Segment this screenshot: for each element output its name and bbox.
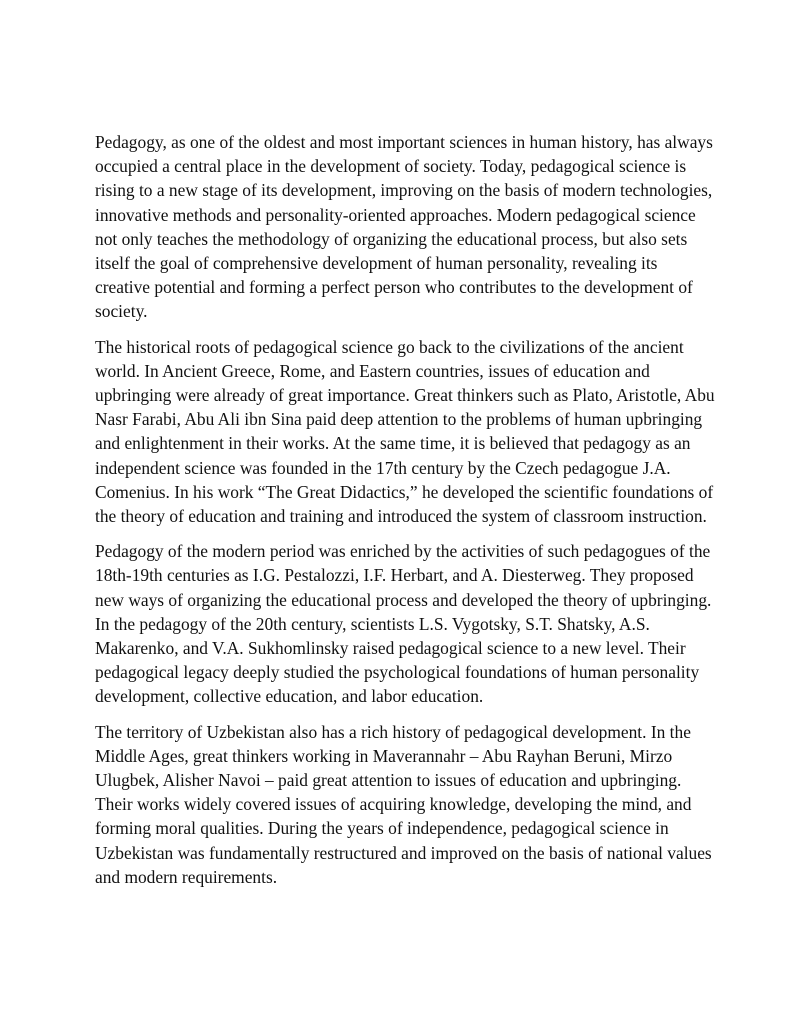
paragraph-modern-period: Pedagogy of the modern period was enriched by the activities of such pedagogues of the 18th-19th centuries as I.G. Pestalozzi, I.F. Herbart, and A. Diesterweg. They proposed new ways of organizing the educational process and developed the theory of upbringing. In the pedagogy of the 20th century, scientists L.S. Vygotsky, S.T. Shatsky, A.S. Makarenko, and V.A. Sukhomlinsky raised pedagogical science to a new level. Their pedagogical legacy deeply studied the psychological foundations of human personality development, collective education, and labor education. xyxy=(95,541,712,707)
paragraph-historical-roots: The historical roots of pedagogical science go back to the civilizations of the ancient world. In Ancient Greece, Rome, and Eastern countries, issues of education and upbringing were already of great importance. Great thinkers such as Plato, Aristotle, Abu Nasr Farabi, Abu Ali ibn Sina paid deep attention to the problems of human upbringing and enlightenment in their works. At the same time, it is believed that pedagogy as an independent science was founded in the 17th century by the Czech pedagogue J.A. Comenius. In his work “The Great Didactics,” he developed the scientific foundations of the theory of education and training and introduced the system of classroom instruction. xyxy=(95,336,715,527)
document-body xyxy=(95,130,715,900)
paragraph-uzbekistan: The territory of Uzbekistan also has a rich history of pedagogical development. In the Middle Ages, great thinkers working in Maverannahr – Abu Rayhan Beruni, Mirzo Ulugbek, Alisher Navoi – paid great attention to issues of education and upbringing. Their works widely covered issues of acquiring knowledge, developing the mind, and forming moral qualities. During the years of independence, pedagogical science in Uzbekistan was fundamentally restructured and improved on the basis of national values and modern requirements. xyxy=(95,721,712,887)
paragraph-intro: Pedagogy, as one of the oldest and most important sciences in human history, has always occupied a central place in the development of society. Today, pedagogical science is rising to a new stage of its development, improving on the basis of modern technologies, innovative methods and personality-oriented approaches. Modern pedagogical science not only teaches the methodology of organizing the educational process, but also sets itself the goal of comprehensive development of human personality, revealing its creative potential and forming a perfect person who contributes to the development of society. xyxy=(95,132,713,322)
